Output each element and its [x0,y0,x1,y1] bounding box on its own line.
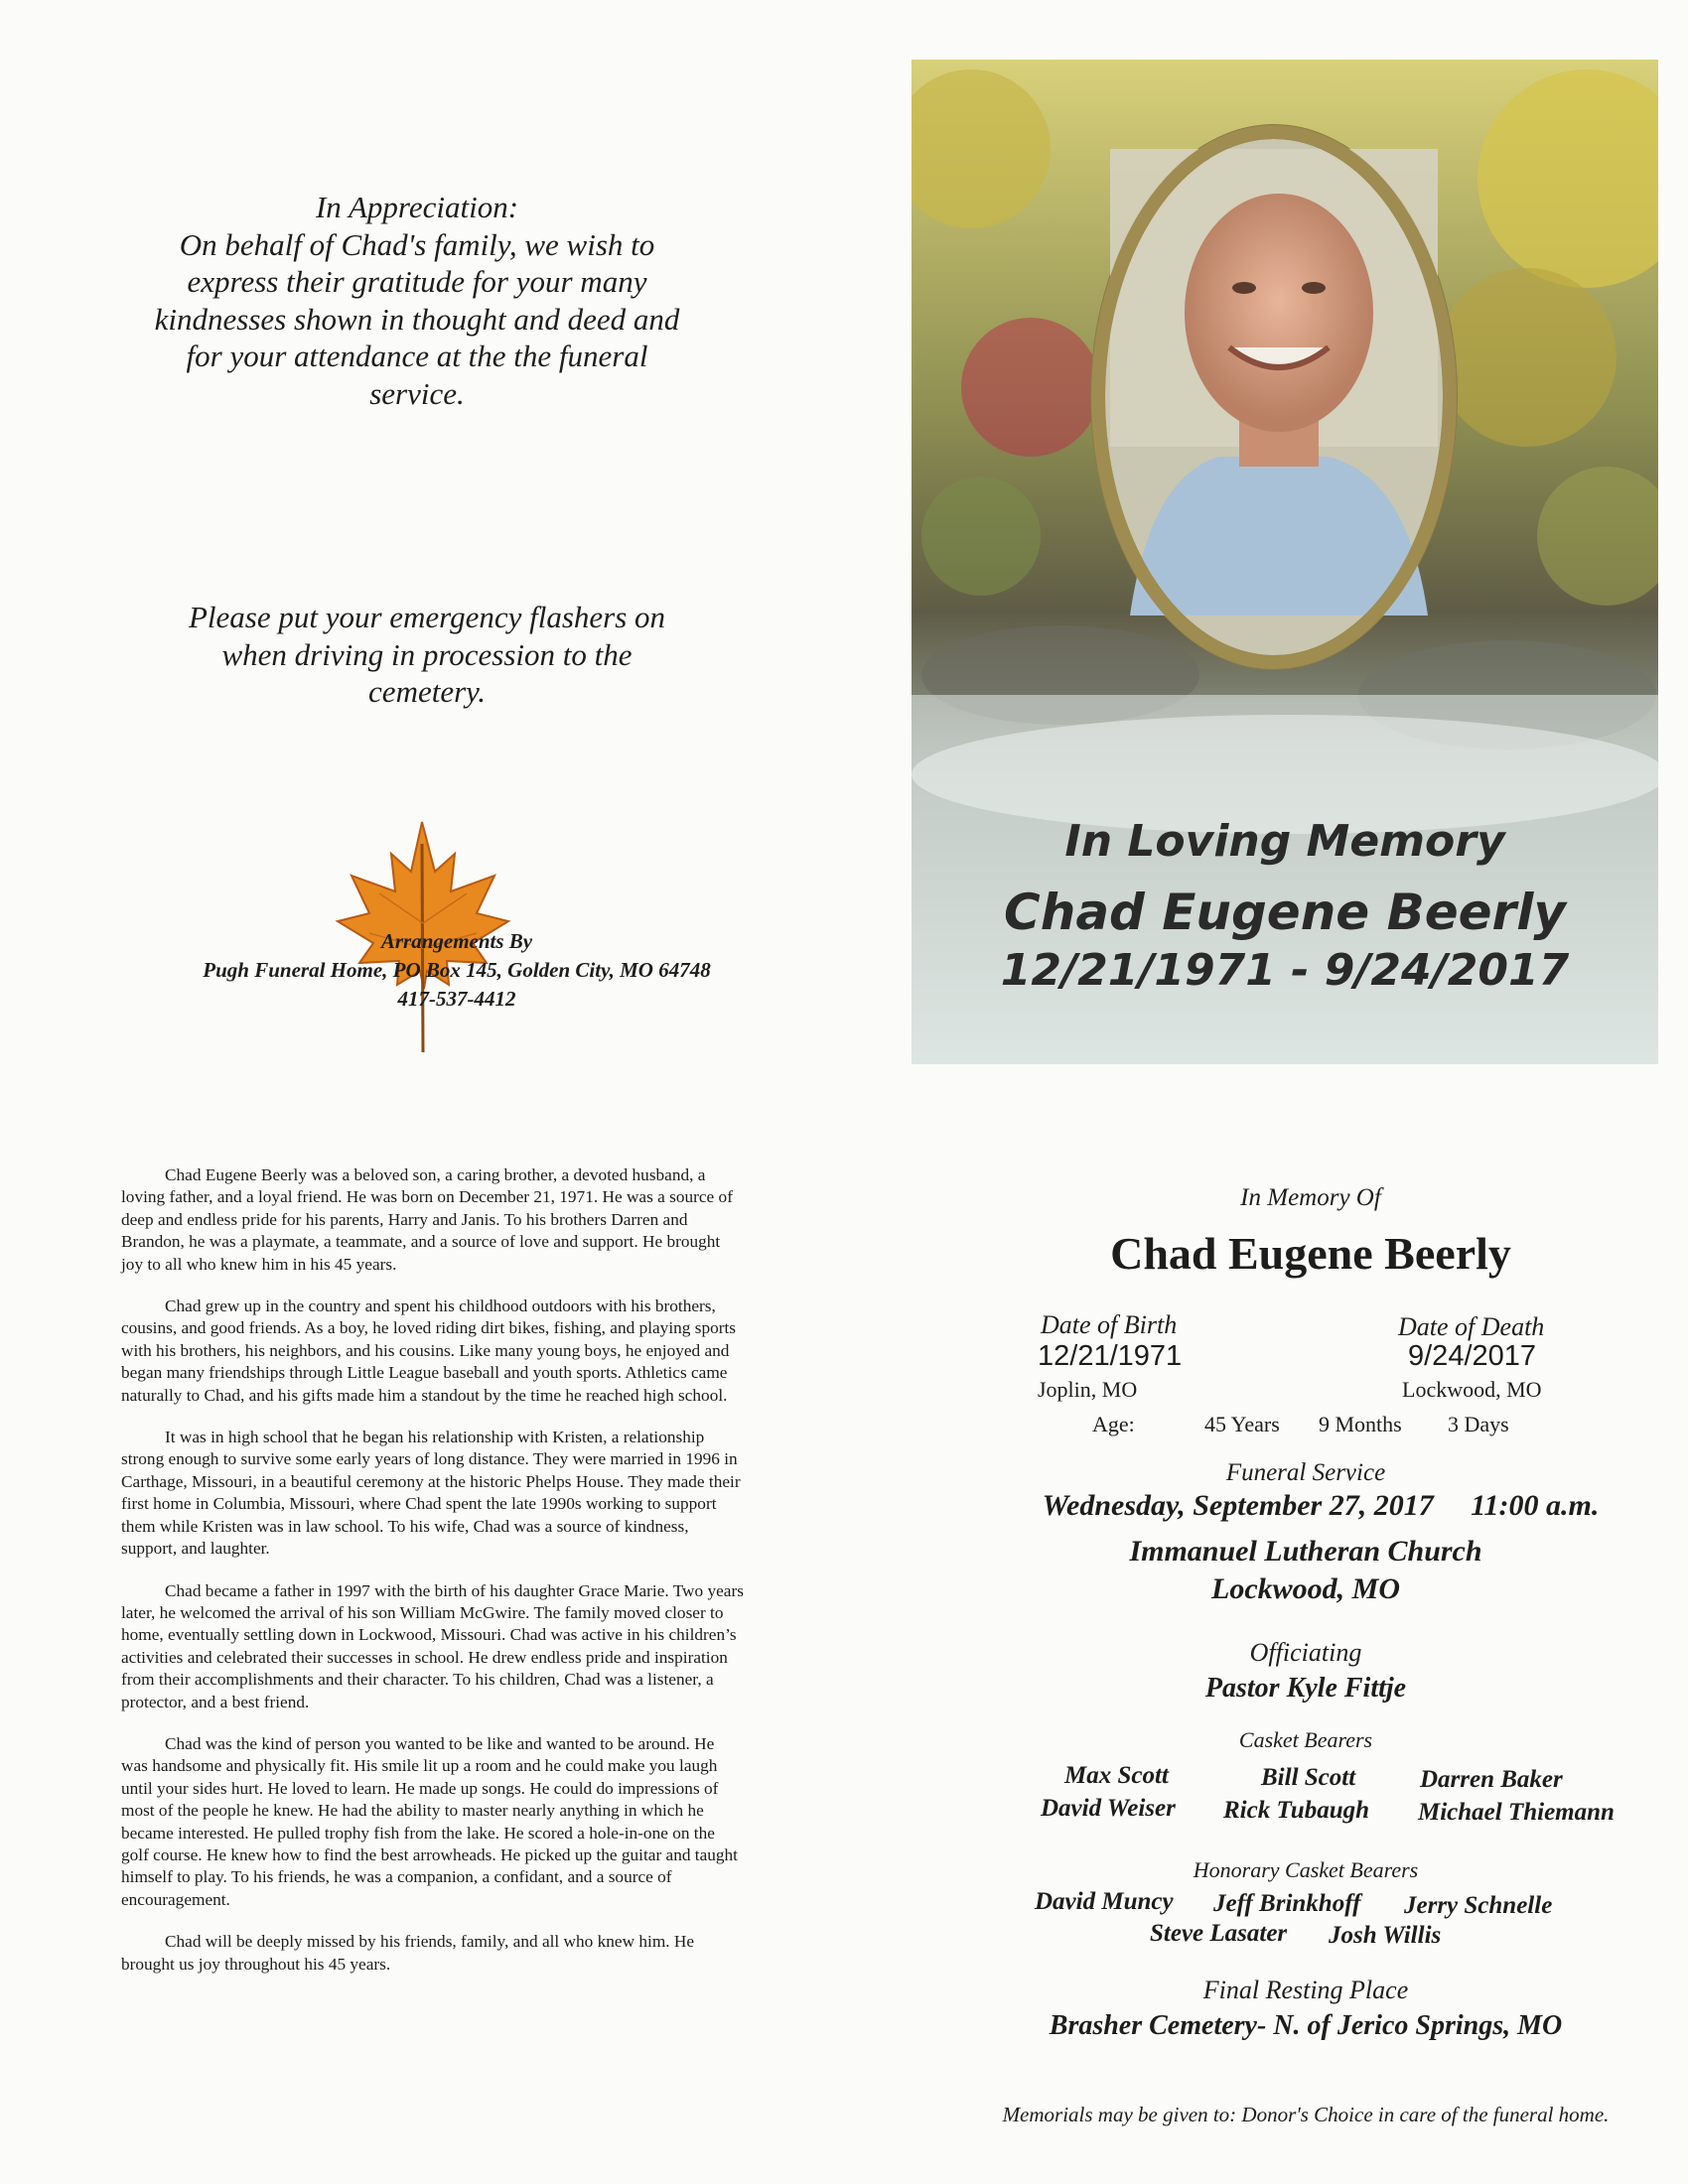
casket-bearer: Michael Thiemann [1418,1799,1615,1826]
funeral-home-phone: 417-537-4412 [397,987,516,1011]
age-label: Age: [1092,1412,1135,1436]
funeral-city: Lockwood, MO [1211,1572,1400,1605]
cover-dates: 12/21/1971 - 9/24/2017 [1000,945,1570,996]
age-days: 3 Days [1448,1412,1509,1436]
honorary-bearer: David Muncy [1035,1888,1174,1915]
final-resting-place-label: Final Resting Place [1202,1976,1409,2004]
obituary-text [121,1164,745,1995]
birth-place: Joplin, MO [1038,1377,1138,1402]
obituary-paragraph: Chad grew up in the country and spent his childhood outdoors with his brothers, cousins, and good friends. As a boy, he loved riding dirt bikes, fishing, and playing sports with his brothers, his neighbors, and his cousins. Like many young boys, he enjoyed and began many friendships through Little League baseball and youth sports. Athletics came naturally to Chad, and his gifts made him a standout by the time he reached high school. [121,1297,737,1405]
arrangements-block [139,927,774,1014]
honorary-bearer: Steve Lasater [1150,1920,1288,1947]
date-of-death-value: 9/24/2017 [1408,1340,1537,1372]
age-years: 45 Years [1204,1412,1280,1436]
appreciation-line: for your attendance at the the funeral [186,339,648,373]
appreciation-line: In Appreciation: [315,190,519,224]
appreciation-line: service. [369,375,465,411]
casket-bearer: Rick Tubaugh [1223,1797,1370,1824]
appreciation-block [109,189,725,412]
appreciation-line: express their gratitude for your many [187,264,647,299]
procession-line: cemetery. [368,674,486,709]
cover-panel [912,60,1658,1064]
casket-bearer: Max Scott [1064,1762,1169,1789]
honorary-bearer: Josh Willis [1329,1922,1442,1949]
arrangements-heading: Arrangements By [380,929,533,953]
obituary-paragraph: It was in high school that he began his relationship with Kristen, a relationship strong enough to survive some early years of long distance. They were married in 1996 in Carthage, Missouri, in a beautiful ceremony at the historic Phelps House. They made their first home in Columbia, Missouri, where Chad spent the late 1990s working to support them while Kristen was in law school. To his wife, Chad was a source of kindness, support, and laughter. [121,1428,741,1559]
date-of-birth-label: Date of Birth [1041,1310,1178,1339]
date-of-death-label: Date of Death [1398,1312,1545,1341]
program-name: Chad Eugene Beerly [1110,1228,1511,1279]
funeral-church: Immanuel Lutheran Church [1129,1535,1482,1568]
funeral-service-label: Funeral Service [1225,1459,1386,1486]
casket-bearer: Darren Baker [1420,1766,1563,1793]
obituary-paragraph: Chad will be deeply missed by his friends, family, and all who knew him. He brought us joy throughout his 45 years. [121,1932,695,1974]
age-months: 9 Months [1319,1412,1402,1436]
in-memory-of-heading: In Memory Of [1240,1184,1381,1211]
casket-bearer: David Weiser [1041,1795,1176,1822]
obituary-paragraph: Chad Eugene Beerly was a beloved son, a caring brother, a devoted husband, a loving father, and a loyal friend. He was born on December 21, 1971. He was a source of deep and endless pride for his parents, Harry and Janis. To his brothers Darren and Brandon, he was a playmate, a teammate, and a source of love and support. He brought joy to all who knew him in his 45 years. [121,1165,733,1274]
officiant-name: Pastor Kyle Fittje [1204,1673,1407,1704]
procession-line: Please put your emergency flashers on [188,600,666,634]
final-resting-place: Brasher Cemetery- N. of Jerico Springs, MO [1049,2010,1563,2041]
procession-line: when driving in procession to the [221,636,633,672]
appreciation-line: On behalf of Chad's family, we wish to [179,226,655,262]
casket-bearer: Bill Scott [1261,1764,1356,1791]
appreciation-line: kindnesses shown in thought and deed and [154,301,680,337]
obituary-paragraph: Chad became a father in 1997 with the birth of his daughter Grace Marie. Two years later, he welcomed the arrival of his son William McGwire. The family moved closer to home, eventually settling down in Lockwood, Missouri. Chad was active in his children’s activities and celebrated their successes in school. He drew endless pride and inspiration from their accomplishments and their character. To his children, Chad was a listener, a protector, and a best friend. [121,1580,744,1711]
honorary-bearer: Jeff Brinkhoff [1213,1890,1361,1917]
officiating-label: Officiating [1249,1638,1362,1667]
casket-bearers-label: Casket Bearers [1238,1727,1373,1752]
honorary-bearer: Jerry Schnelle [1404,1892,1553,1919]
funeral-home-address: Pugh Funeral Home, PO Box 145, Golden City, MO 64748 [203,958,711,982]
procession-notice [119,599,735,711]
cover-text [912,60,1658,1064]
funeral-datetime: Wednesday, September 27, 2017 11:00 a.m. [1042,1489,1600,1522]
cover-name: Chad Eugene Beerly [1004,884,1566,941]
cover-heading: In Loving Memory [1064,816,1505,867]
death-place: Lockwood, MO [1402,1377,1542,1402]
obituary-paragraph: Chad was the kind of person you wanted to be like and wanted to be around. He was handsome and physically fit. His smile lit up a room and he could make you laugh until your sides hurt. He loved to learn. He made up songs. He could do impressions of most of the people he knew. He had the ability to master nearly anything in which he became interested. He pulled trophy fish from the lake. He scored a hole-in-one on the golf course. He knew how to find the best arrowheads. He picked up the guitar and taught himself to play. To his friends, he was a companion, a confidant, and a source of encouragement. [121,1733,738,1909]
memorials-note: Memorials may be given to: Donor's Choice in care of the funeral home. [1002,2103,1610,2126]
honorary-bearers-label: Honorary Casket Bearers [1193,1857,1419,1882]
date-of-birth-value: 12/21/1971 [1038,1340,1183,1372]
